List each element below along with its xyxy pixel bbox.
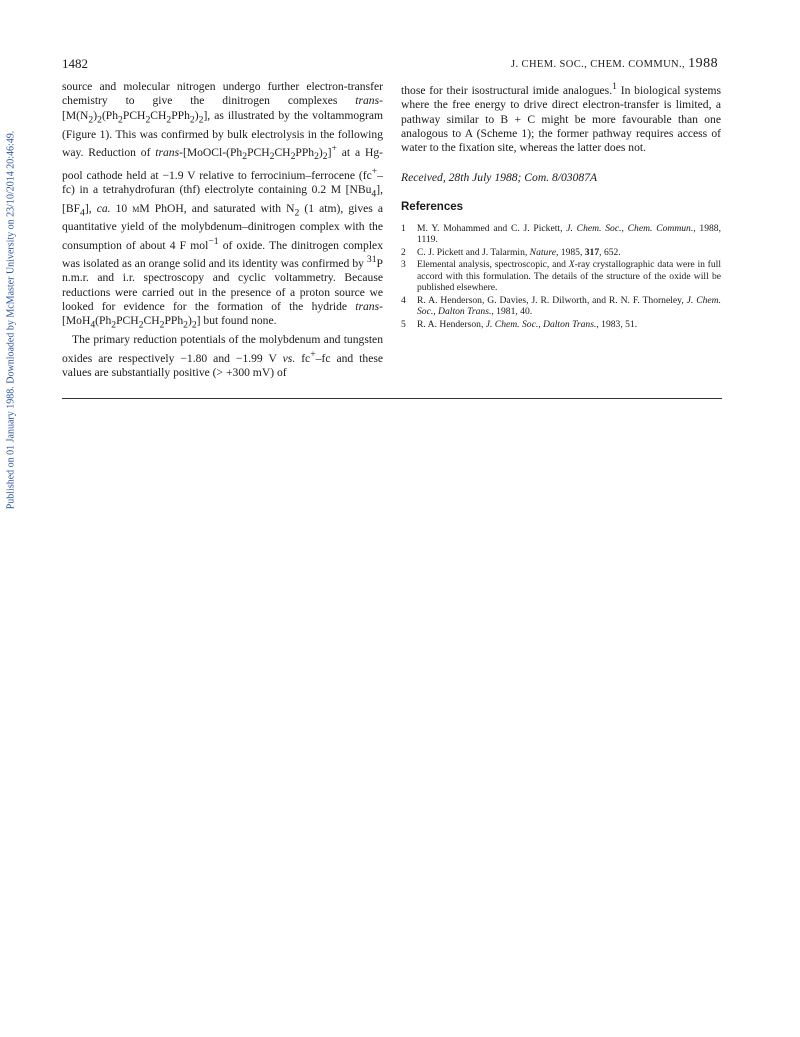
reference-item: 1 M. Y. Mohammed and C. J. Pickett, J. Chem. Soc., Chem. Commun., 1988, 1119. — [401, 222, 722, 246]
body-paragraph: The primary reduction potentials of the molybdenum and tungsten oxides are respectively −1.80 and −1.99 V vs. fc+–fc and these values are substantially positive (> +300 mV) of — [62, 333, 383, 379]
left-column — [62, 80, 383, 380]
references-heading: References — [401, 201, 464, 214]
reference-item: 4 R. A. Henderson, G. Davies, J. R. Dilworth, and R. N. F. Thorneley, J. Chem. Soc., Dalton Trans., 1981, 40. — [401, 294, 721, 318]
body-paragraph: those for their isostructural imide analogues.$^1$ In biological systems where the free energy to drive direct electron-transfer is limited, a pathway similar to B + C might be more favourable than one analogous to A (Scheme 1); the former pathway requires access of water to the fixation site, whereas the latter does not. — [401, 81, 722, 155]
reference-item: 5 R. A. Henderson, J. Chem. Soc., Dalton Trans., 1983, 51. — [401, 318, 638, 330]
body-paragraph: source and molecular nitrogen undergo further electron-transfer chemistry to give the dinitrogen complexes trans-$[M(N_2)_2(Ph_2PCH_2CH_2PPh_2)_2]$, as illustrated by the voltammogram (Figure 1). This was confirmed by bulk electrolysis in the following way. Reduction of trans-$[MoOCl-(Ph_2PCH_2CH_2PPh_2)_2]^+$ at a Hg-pool cathode held at −1.9 V relative to ferrocinium–ferrocene (fc+–fc) in a tetrahydrofuran (thf) electrolyte containing 0.2 M [NBu$_4$], $[BF_4]$, ca. 10 mM PhOH, and saturated with $N_2$ (1 atm), gives a quantitative yield of the molybdenum–dinitrogen complex with the consumption of about 4 F mol$^{-1}$ of oxide. The dinitrogen complex was isolated as an orange solid and its identity was confirmed by $^{31}$P n.m.r. and i.r. spectroscopy and cyclic voltammetry. Because reductions were carried out in the presence of a proton source we looked for evidence for the formation of the hydride trans-$[MoH_4(Ph_2PCH_2CH_2PPh_2)_2]$ but found none. — [62, 80, 384, 331]
journal-name: J. CHEM. SOC., CHEM. COMMUN., — [511, 59, 686, 70]
citation-link[interactable]: 1 — [612, 81, 617, 92]
page-number: 1482 — [62, 56, 88, 71]
right-column — [401, 80, 721, 331]
journal-header — [511, 56, 718, 72]
reference-item: 3 Elemental analysis, spectroscopic, and X-ray crystallographic data were in full accord with this formulation. The details of the structure of the oxide will be published elsewhere. — [401, 259, 721, 294]
page-divider — [62, 398, 722, 399]
received-line: Received, 28th July 1988; Com. 8/03087A — [401, 170, 598, 184]
download-watermark — [2, 5, 20, 635]
reference-item: 2 C. J. Pickett and J. Talarmin, Nature, 1985, 317, 652. — [401, 246, 621, 258]
download-watermark-text: Published on 01 January 1988. Downloaded by McMaster University on 23/10/2014 20:46:49. — [5, 130, 17, 510]
journal-year: 1988 — [688, 56, 719, 71]
reference-list — [401, 223, 721, 330]
